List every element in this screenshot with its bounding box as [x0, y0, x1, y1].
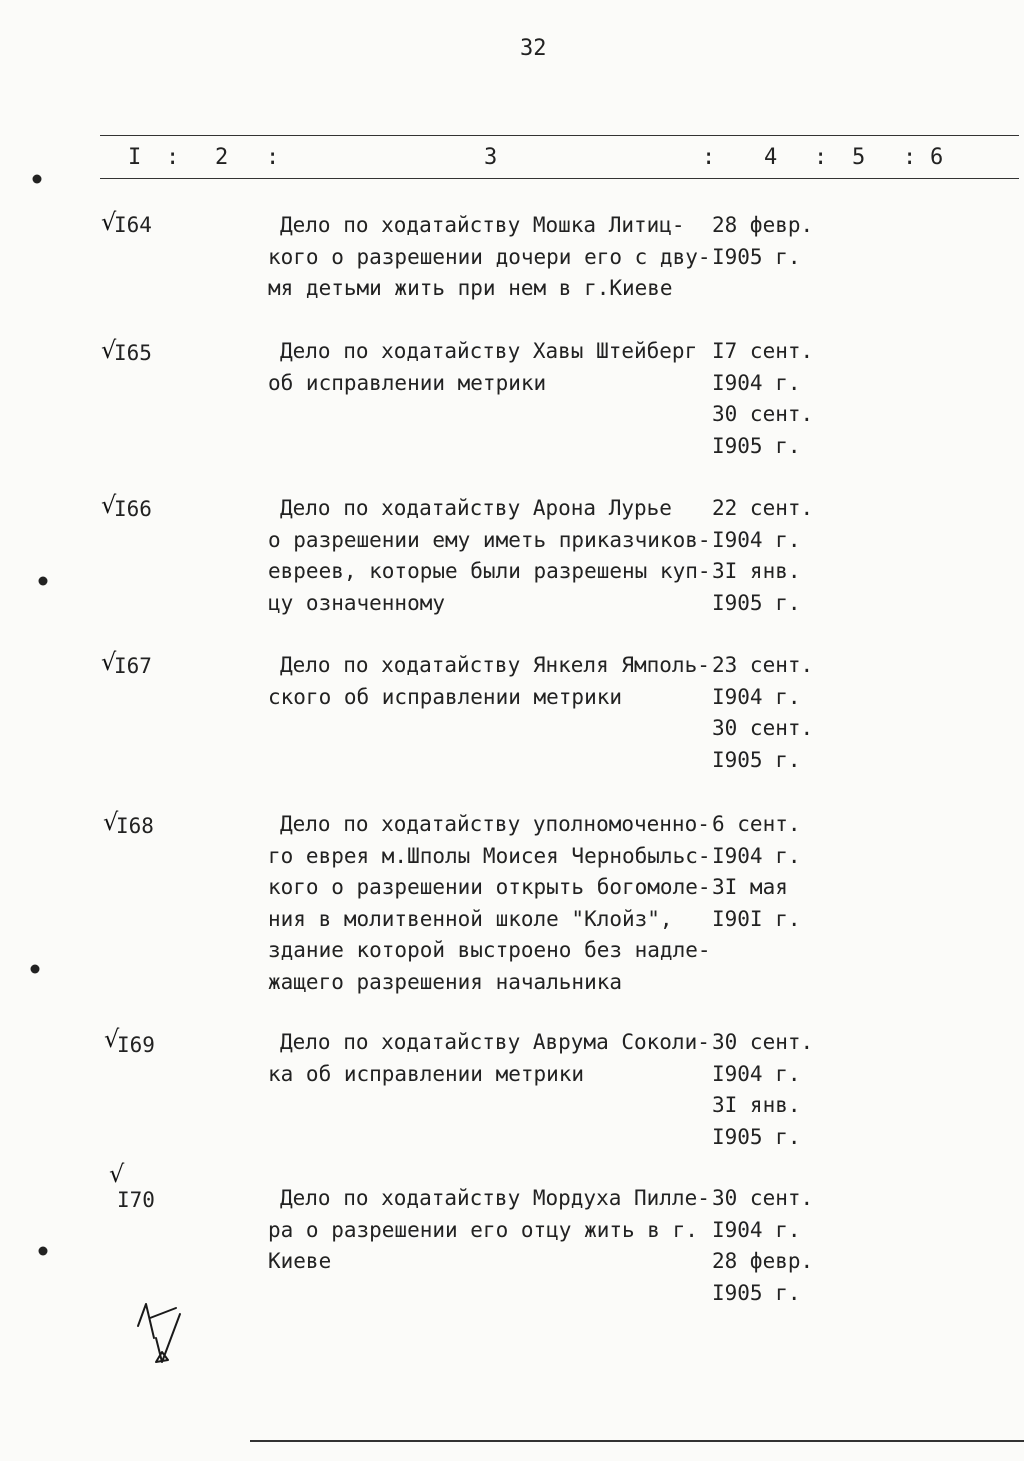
- entry-dates: I7 сент. I904 г. 30 сент. I905 г.: [712, 339, 814, 458]
- check-mark: √: [103, 808, 119, 836]
- entry-dates: 30 сент. I904 г. 28 февр. I905 г.: [712, 1186, 814, 1305]
- entry-description: Дело по ходатайству Арона Лурье о разрешении ему иметь приказчиков- евреев, которые были разрешены куп- цу означенному: [268, 496, 711, 615]
- column-separator: :: [166, 145, 180, 170]
- entry-dates: 23 сент. I904 г. 30 сент. I905 г.: [712, 653, 814, 772]
- check-mark: √: [101, 648, 117, 676]
- punch-mark: [36, 574, 50, 588]
- entry-number: I66: [114, 497, 152, 521]
- check-mark: √: [104, 1025, 120, 1053]
- entry-number: I68: [116, 814, 154, 838]
- check-mark: √: [101, 336, 117, 364]
- check-mark: √: [101, 491, 117, 519]
- entry-description: Дело по ходатайству Аврума Соколи- ка об исправлении метрики: [268, 1030, 710, 1086]
- entry-number: I65: [114, 341, 152, 365]
- entry-number: I70: [117, 1188, 155, 1212]
- column-separator: :: [266, 145, 280, 170]
- handwritten-signature: [132, 1298, 192, 1370]
- check-mark: √: [101, 208, 117, 236]
- entry-description: Дело по ходатайству Мошка Литиц- кого о разрешении дочери его с дву- мя детьми жить при нем в г.Киеве: [268, 213, 711, 300]
- column-header-3: 3: [484, 145, 498, 170]
- entry-description: Дело по ходатайству Хавы Штейберг об исправлении метрики: [268, 339, 698, 395]
- entry-number: I64: [114, 213, 152, 237]
- column-header-4: 4: [764, 145, 778, 170]
- check-mark: √: [109, 1160, 125, 1188]
- entry-number: I67: [114, 654, 152, 678]
- punch-mark: [30, 172, 44, 186]
- column-separator: :: [903, 145, 917, 170]
- entry-dates: 6 сент. I904 г. 3I мая I90I г.: [712, 812, 801, 931]
- column-header-1: I: [128, 145, 142, 170]
- table-top-rule: [100, 135, 1019, 136]
- entry-description: Дело по ходатайству Янкеля Ямполь- ского об исправлении метрики: [268, 653, 710, 709]
- table-header-rule: [100, 178, 1019, 179]
- bottom-rule: [250, 1440, 1024, 1442]
- entry-dates: 28 февр. I905 г.: [712, 213, 814, 269]
- column-separator: :: [814, 145, 828, 170]
- page-number: 32: [520, 36, 547, 61]
- punch-mark: [28, 962, 42, 976]
- punch-mark: [36, 1244, 50, 1258]
- column-header-5: 5: [852, 145, 866, 170]
- entry-description: Дело по ходатайству уполномоченно- го еврея м.Шполы Моисея Чернобыльс- кого о разрешении открыть богомоле- ния в молитвенной школе "Клойз", здание которой выстроено без надле- жащего разрешения начальника: [268, 812, 711, 994]
- column-header-6: 6: [930, 145, 944, 170]
- entry-dates: 22 сент. I904 г. 3I янв. I905 г.: [712, 496, 814, 615]
- entry-description: Дело по ходатайству Мордуха Пилле- ра о разрешении его отцу жить в г. Киеве: [268, 1186, 710, 1273]
- column-header-2: 2: [215, 145, 229, 170]
- column-separator: :: [702, 145, 716, 170]
- entry-number: I69: [117, 1033, 155, 1057]
- entry-dates: 30 сент. I904 г. 3I янв. I905 г.: [712, 1030, 814, 1149]
